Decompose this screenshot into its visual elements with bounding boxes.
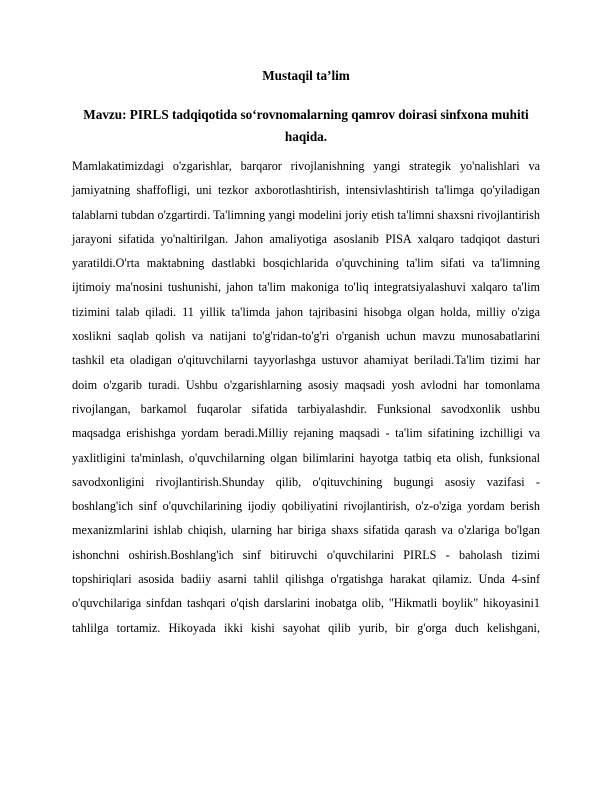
document-topic-heading: Mavzu: PIRLS tadqiqotida so‘rovnomalarning qamrov doirasi sinfxona muhiti haqida.: [83, 107, 529, 144]
document-body-paragraph: Mamlakatimizdagi o'zgarishlar, barqaror rivojlanishning yangi strategik yo'nalishlari va jamiyatning shaffofligi, uni tezkor axborotlashtirish, intensivlashtirish ta'limga qo'yiladigan talablarni tubdan o'zgartirdi. Ta'limning yangi modelini joriy etish ta'limni shaxsni rivojlantirish jarayoni sifatida yo'naltirilgan. Jahon amaliyotiga asoslanib PISA xalqaro tadqiqot dasturi yaratildi.O'rta maktabning dastlabki bosqichlarida o'quvchining ta'lim sifati va ta'limning ijtimoiy ma'nosini tushunishi, jahon ta'lim makoniga to'liq integratsiyalashuvi xalqaro ta'lim tizimini talab qiladi. 11 yillik ta'limda jahon tajribasini hisobga olgan holda, milliy o'ziga xoslikni saqlab qolish va natijani to'g'ridan-to'g'ri o'rganish uchun mavzu munosabatlarini tashkil eta oladigan o'qituvchilarni tayyorlashga ustuvor ahamiyat beriladi.Ta'lim tizimi har doim o'zgarib turadi. Ushbu o'zgarishlarning asosiy maqsadi yosh avlodni har tomonlama rivojlangan, barkamol fuqarolar sifatida tarbiyalashdir. Funksional savodxonlik ushbu maqsadga erishishga yordam beradi.Milliy rejaning maqsadi - ta'lim sifatining izchilligi va yaxlitligini ta'minlash, o'quvchilarning olgan bilimlarini hayotga tatbiq eta olish, funksional savodxonligini rivojlantirish.Shunday qilib, o'qituvchining bugungi asosiy vazifasi - boshlang'ich sinf o'quvchilarining ijodiy qobiliyatini rivojlantirish, o'z-o'ziga yordam berish mexanizmlarini ishlab chiqish, ularning har biriga shaxs sifatida qarash va o'zlariga bo'lgan ishonchni oshirish.Boshlang'ich sinf bitiruvchi o'quvchilarini PIRLS - baholash tizimi topshiriqlari asosida badiiy asarni tahlil qilishga o'rgatishga harakat qilamiz. Unda 4-sinf o'quvchilariga sinfdan tashqari o'qish darslarini inobatga olib, "Hikmatli boylik" hikoyasini1 tahlilga tortamiz. Hikoyada ikki kishi sayohat qilib yurib, bir g'orga duch kelishgani,: [72, 159, 540, 635]
document-title: Mustaqil ta’lim: [262, 68, 350, 83]
